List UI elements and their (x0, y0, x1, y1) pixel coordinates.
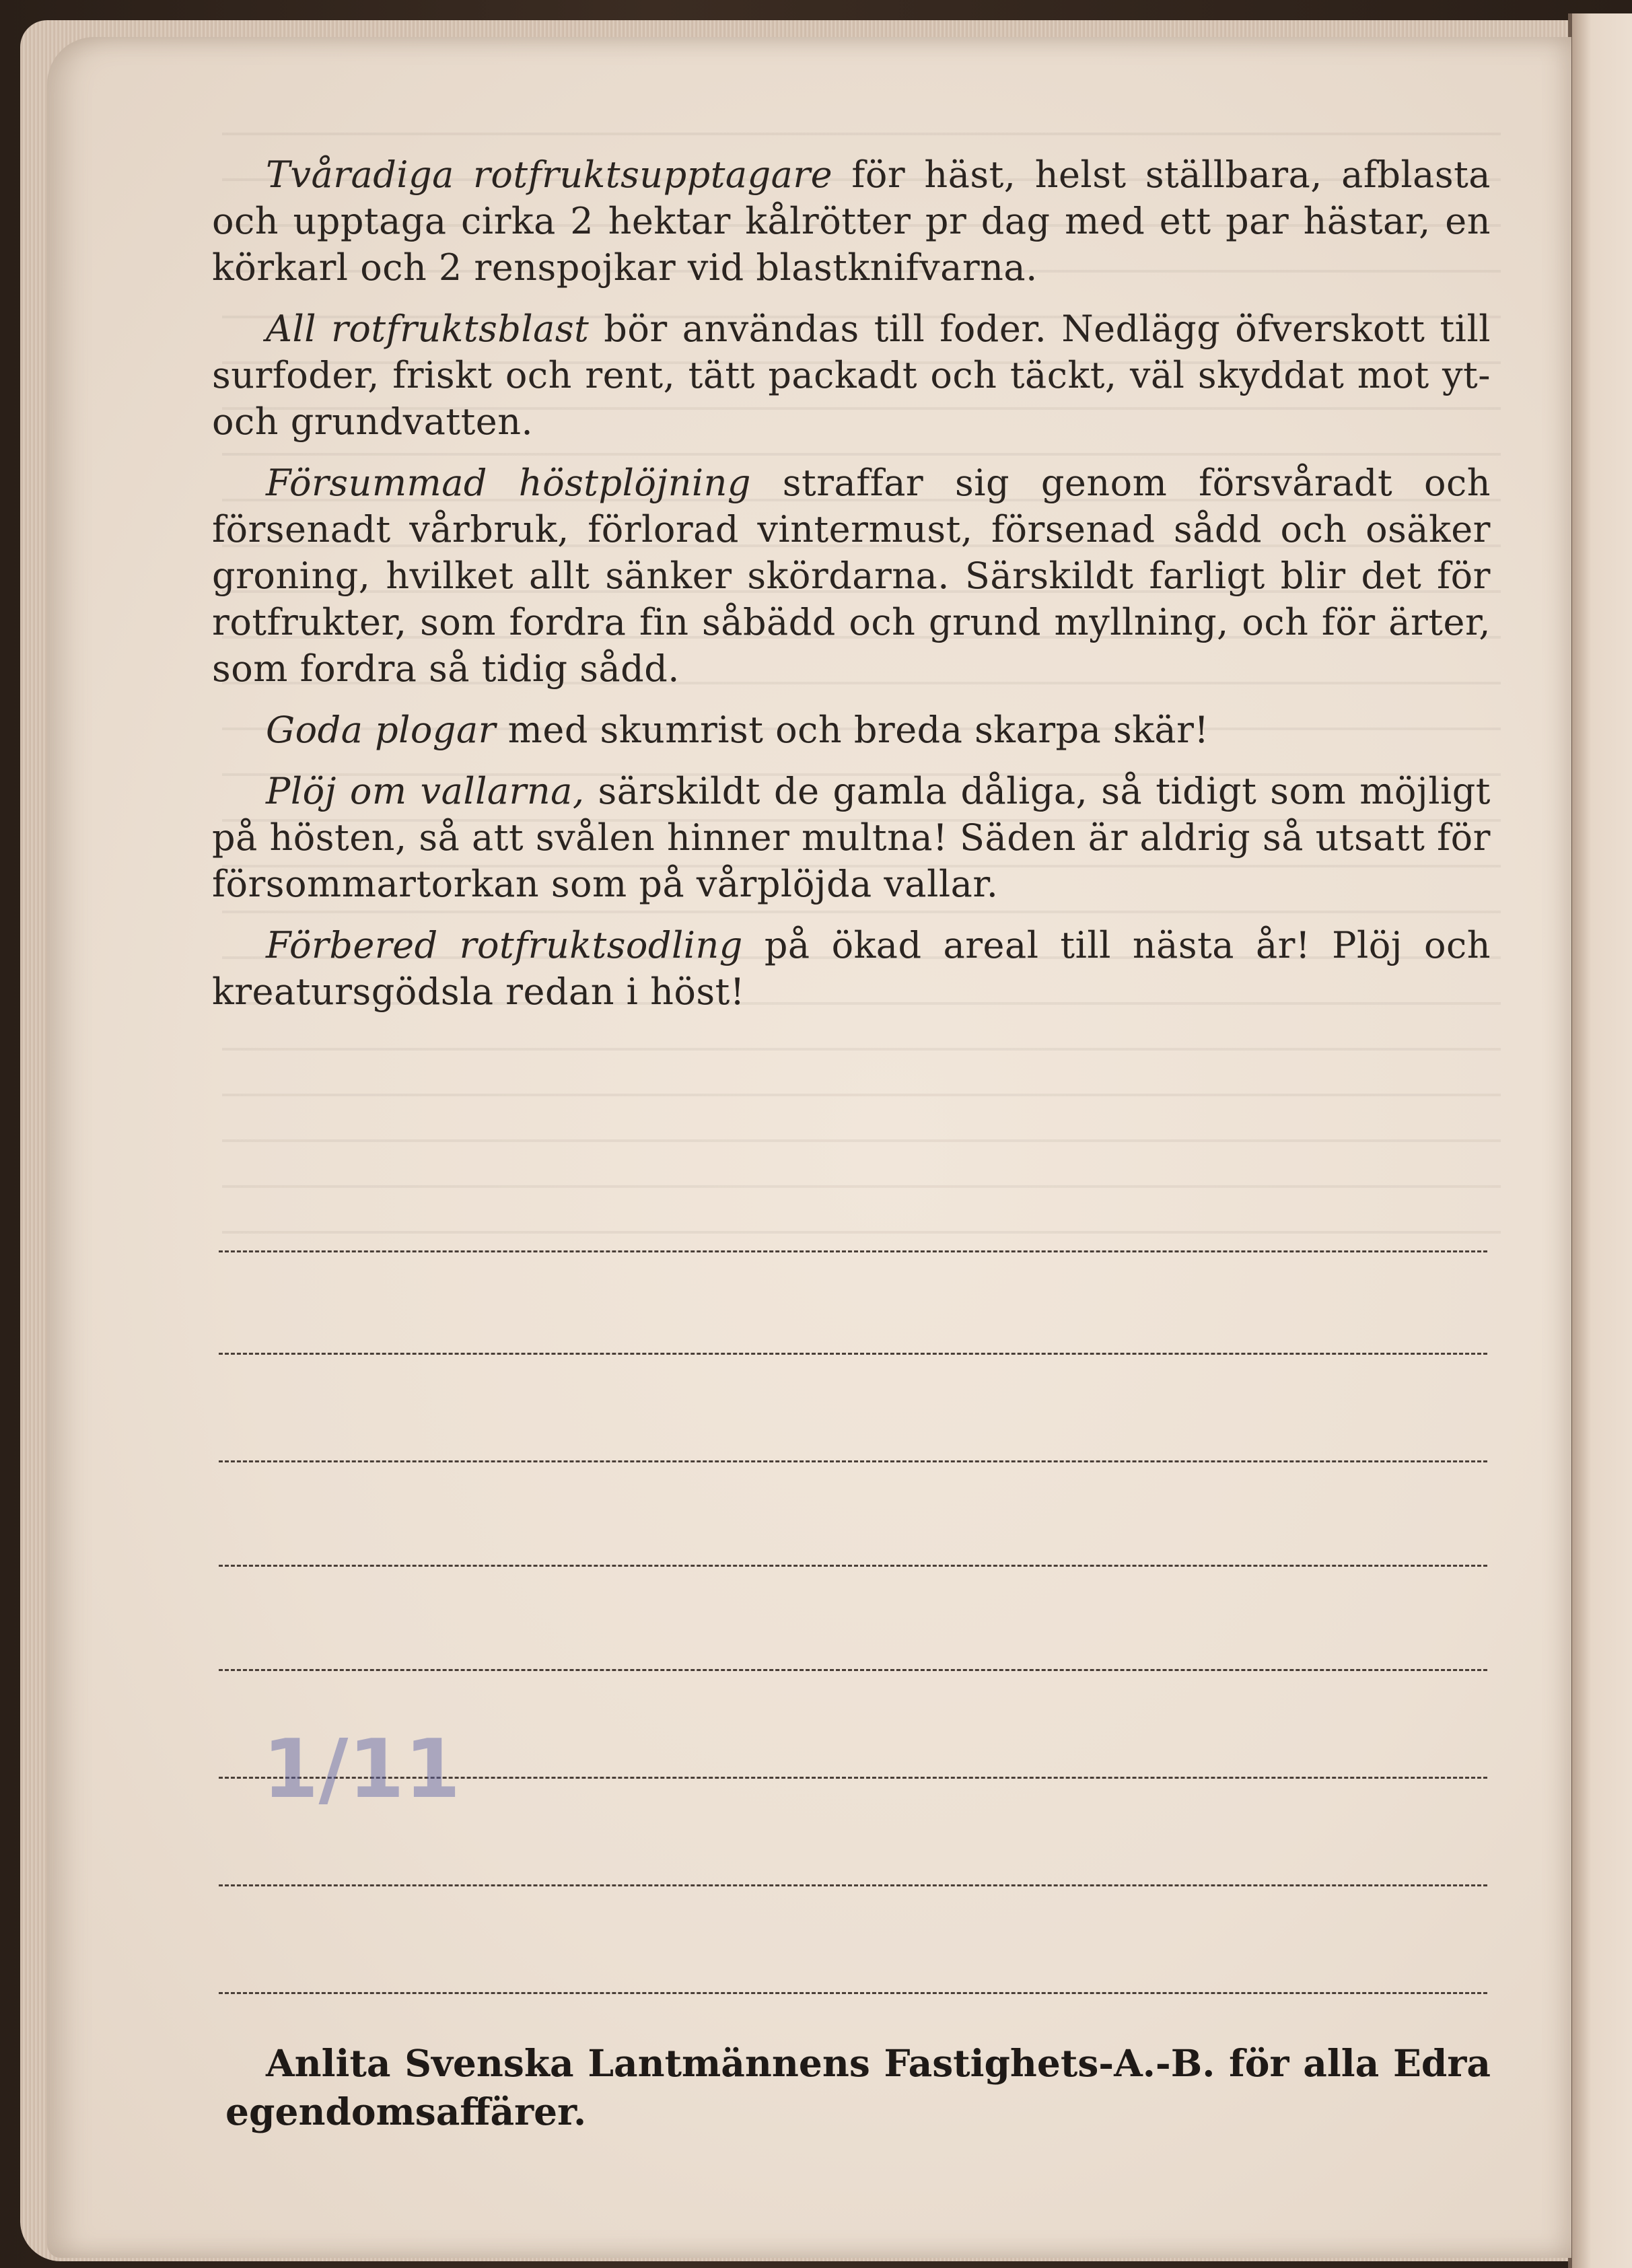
paragraph-lead: Förbered rotfruktsodling (266, 924, 743, 966)
paragraph-lead: Goda plogar (266, 709, 496, 751)
paragraph (212, 151, 1491, 291)
paragraph-body: för häst, helst ställbara, afblasta och upptaga cirka 2 hektar kålrötter pr dag med ett par hästar, en körkarl och 2 renspojkar vid blastknifvarna. (212, 153, 1491, 289)
paragraph-body: på ökad areal till nästa år! Plöj och kreatursgödsla redan i höst! (212, 924, 1491, 1013)
writing-line (219, 1992, 1487, 1994)
paragraph-body: med skumrist och breda skarpa skär! (496, 709, 1209, 751)
writing-line (219, 1669, 1487, 1671)
paragraph (212, 922, 1491, 1015)
faded-pencil-mark: 1/11 (262, 1723, 461, 1816)
paragraph-lead: Tvåradiga rotfruktsupptagare (266, 153, 833, 196)
paragraph-lead: Plöj om vallarna, (266, 770, 585, 812)
paragraph (212, 306, 1491, 445)
paragraph (212, 768, 1491, 907)
paragraph (212, 460, 1491, 692)
paragraph-body: straffar sig genom försvåradt och försenadt vårbruk, förlorad vintermust, försenad sådd och osäker groning, hvilket allt sänker skördarna. Särskildt farligt blir det för rotfrukter, som fordra fin såbädd och grund myllning, och för ärter, som fordra så tidig sådd. (212, 462, 1491, 690)
writing-line (219, 1565, 1487, 1567)
writing-line (219, 1460, 1487, 1462)
paragraph-lead: All rotfruktsblast (266, 308, 590, 350)
body-text (212, 151, 1491, 1030)
next-page-edge (1568, 13, 1632, 2268)
writing-line (219, 1250, 1487, 1252)
paragraph-body: särskildt de gamla dåliga, så tidigt som möjligt på hösten, så att svålen hinner multna! Säden är aldrig så utsatt för försommartorkan som på vårplöjda vallar. (212, 770, 1491, 905)
advertisement-footer: Anlita Svenska Lantmännens Fastighets-A.-B. för alla Edra egendomsaffärer. (225, 2041, 1491, 2133)
paragraph (212, 707, 1491, 753)
paragraph-body: bör användas till foder. Nedlägg öfverskott till surfoder, friskt och rent, tätt packadt och täckt, väl skyddat mot yt- och grundvatten. (212, 308, 1491, 443)
paragraph-lead: Försummad höstplöjning (266, 462, 751, 504)
writing-line (219, 1884, 1487, 1886)
writing-line (219, 1353, 1487, 1355)
